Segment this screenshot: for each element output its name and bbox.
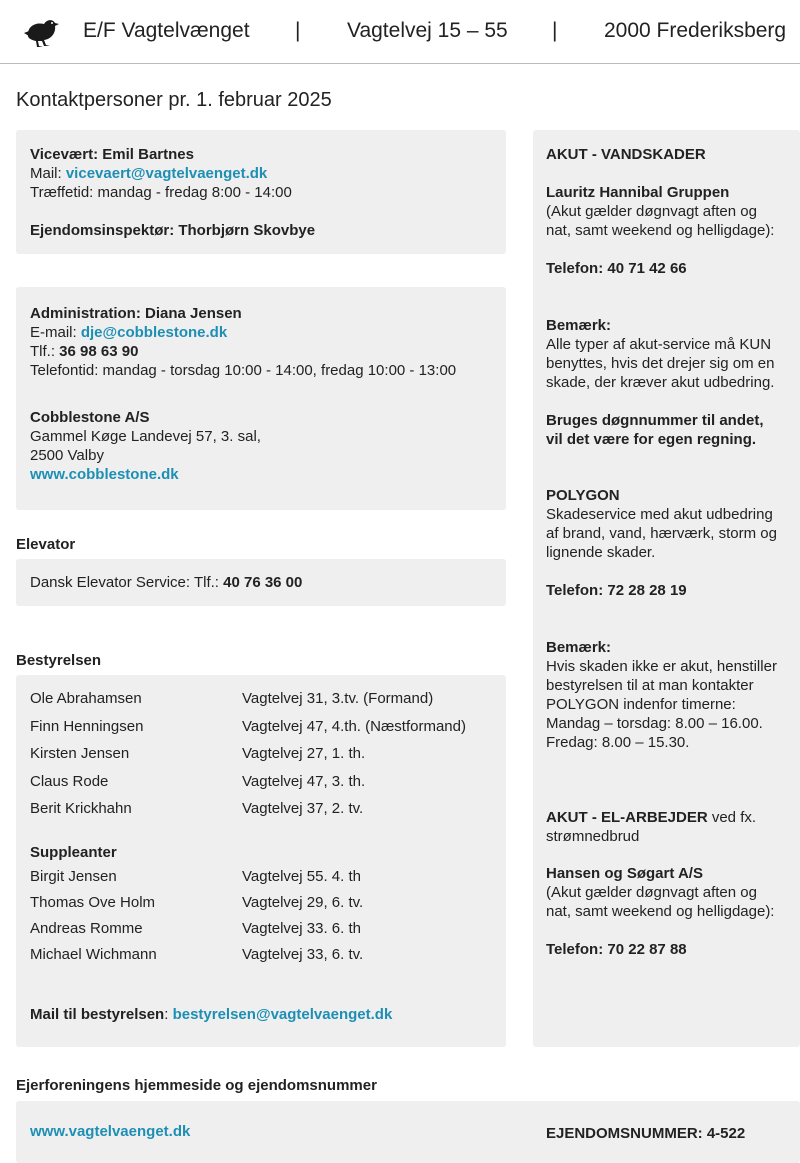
member-address: Vagtelvej 29, 6. tv.: [242, 894, 364, 911]
member-name: Andreas Romme: [30, 920, 143, 937]
site-header: [0, 0, 800, 64]
caretaker-label: Vicevært: Emil Bartnes: [30, 146, 194, 163]
hansen-name: Hansen og Søgart A/S: [546, 865, 703, 882]
member-name: Birgit Jensen: [30, 868, 117, 885]
lauritz-note-1: (Akut gælder døgnvagt aften og: [546, 203, 757, 220]
member-name: Berit Krickhahn: [30, 800, 132, 817]
hansen-note-1: (Akut gælder døgnvagt aften og: [546, 884, 757, 901]
header-city: 2000 Frederiksberg: [604, 19, 787, 42]
polygon-note-5: Fredag: 8.00 – 15.30.: [546, 734, 690, 751]
caretaker-box: [16, 130, 506, 254]
board-heading: Bestyrelsen: [16, 652, 102, 669]
polygon-note-1: Hvis skaden ikke er akut, henstiller: [546, 658, 777, 675]
polygon-line-1: Skadeservice med akut udbedring: [546, 506, 773, 523]
board-box: [16, 675, 506, 1047]
polygon-note-3: POLYGON indenfor timerne:: [546, 696, 736, 713]
member-name: Kirsten Jensen: [30, 745, 130, 762]
member-address: Vagtelvej 37, 2. tv.: [242, 800, 364, 817]
board-mail-colon: :: [164, 1006, 173, 1023]
polygon-phone: Telefon: 72 28 28 19: [546, 582, 687, 599]
header-separator: |: [552, 19, 558, 42]
member-address: Vagtelvej 31, 3.tv. (Formand): [242, 690, 434, 707]
board-mail-label: Mail til bestyrelsen: [30, 1006, 165, 1023]
elevator-phone: 40 76 36 00: [223, 574, 303, 591]
caretaker-mail-link[interactable]: vicevaert@vagtelvaenget.dk: [65, 165, 268, 182]
quail-bird-icon: [22, 14, 60, 50]
inspector-label: Ejendomsinspektør: Thorbjørn Skovbye: [30, 222, 316, 239]
company-address-1: Gammel Køge Landevej 57, 3. sal,: [30, 428, 261, 445]
member-name: Finn Henningsen: [30, 717, 144, 735]
administration-email-link[interactable]: dje@cobblestone.dk: [80, 324, 228, 341]
member-name: Michael Wichmann: [30, 946, 157, 963]
lauritz-phone: Telefon: 40 71 42 66: [546, 260, 687, 277]
hansen-note-2: nat, samt weekend og helligdage):: [546, 903, 775, 920]
elevator-heading: Elevator: [16, 536, 76, 553]
member-name: Claus Rode: [30, 772, 109, 790]
elevator-line: [30, 573, 302, 592]
header-street: Vagtelvej 15 – 55: [347, 19, 508, 42]
company-name: Cobblestone A/S: [30, 409, 150, 426]
member-name: Thomas Ove Holm: [30, 894, 156, 911]
note-line-2: benyttes, hvis det drejer sig om en: [546, 355, 775, 372]
header-separator: |: [295, 19, 301, 42]
board-mail-link[interactable]: bestyrelsen@vagtelvaenget.dk: [172, 1006, 393, 1023]
administration-box: [16, 287, 506, 510]
member-address: Vagtelvej 55. 4. th: [242, 868, 361, 885]
hansen-phone: Telefon: 70 22 87 88: [546, 941, 687, 958]
electric-heading-rest: ved fx.: [707, 809, 757, 826]
lauritz-note-2: nat, samt weekend og helligdage):: [546, 222, 775, 239]
alternates-heading: Suppleanter: [30, 844, 117, 861]
warning-line-1: Bruges døgnnummer til andet,: [546, 412, 764, 429]
page-title: Kontaktpersoner pr. 1. februar 2025: [16, 89, 332, 111]
administration-label: Administration: Diana Jensen: [30, 305, 242, 322]
administration-phone-hours: Telefontid: mandag - torsdag 10:00 - 14:00, fredag 10:00 - 13:00: [30, 362, 457, 379]
administration-email-line: [30, 323, 227, 342]
electric-heading-line: [546, 808, 756, 827]
lauritz-name: Lauritz Hannibal Gruppen: [546, 184, 730, 201]
polygon-note-2: bestyrelsen til at man kontakter: [546, 677, 754, 694]
property-number: EJENDOMSNUMMER: 4-522: [546, 1125, 746, 1142]
phone-label: Tlf.:: [30, 343, 60, 360]
association-name: E/F Vagtelvænget: [83, 19, 250, 42]
member-address: Vagtelvej 47, 4.th. (Næstformand): [242, 717, 466, 735]
company-address-2: 2500 Valby: [30, 447, 104, 464]
caretaker-hours: Træffetid: mandag - fredag 8:00 - 14:00: [30, 184, 292, 201]
polygon-line-2: af brand, vand, hærværk, storm og: [546, 525, 777, 542]
member-address: Vagtelvej 47, 3. th.: [242, 772, 366, 790]
member-address: Vagtelvej 33, 6. tv.: [242, 946, 364, 963]
note-line-3: skade, der kræver akut udbedring.: [546, 374, 775, 391]
footer-heading: Ejerforeningens hjemmeside og ejendomsnummer: [16, 1077, 377, 1094]
emergency-box: [533, 130, 800, 1047]
polygon-note-4: Mandag – torsdag: 8.00 – 16.00.: [546, 715, 763, 732]
note2-label: Bemærk:: [546, 639, 612, 656]
mail-label: Mail:: [30, 165, 66, 182]
email-label: E-mail:: [30, 324, 81, 341]
association-website-link[interactable]: www.vagtelvaenget.dk: [30, 1123, 191, 1140]
company-website-link[interactable]: www.cobblestone.dk: [30, 466, 179, 483]
elevator-box: [16, 559, 506, 606]
note-line-1: Alle typer af akut-service må KUN: [546, 336, 772, 353]
member-address: Vagtelvej 33. 6. th: [242, 920, 361, 937]
polygon-line-3: lignende skader.: [546, 544, 656, 561]
administration-phone-line: [30, 342, 138, 361]
administration-phone: 36 98 63 90: [59, 343, 139, 360]
caretaker-mail-line: [30, 164, 267, 183]
board-mail-line: [30, 1005, 392, 1024]
polygon-name: POLYGON: [546, 487, 620, 504]
note-label: Bemærk:: [546, 317, 612, 334]
footer-box: [16, 1101, 800, 1163]
elevator-company: Dansk Elevator Service: Tlf.:: [30, 574, 224, 591]
electric-line-2: strømnedbrud: [546, 828, 640, 845]
water-damage-heading: AKUT - VANDSKADER: [546, 146, 706, 163]
electric-heading: AKUT - EL-ARBEJDER: [546, 809, 708, 826]
member-name: Ole Abrahamsen: [30, 690, 142, 707]
warning-line-2: vil det være for egen regning.: [546, 431, 757, 448]
member-address: Vagtelvej 27, 1. th.: [242, 745, 366, 762]
